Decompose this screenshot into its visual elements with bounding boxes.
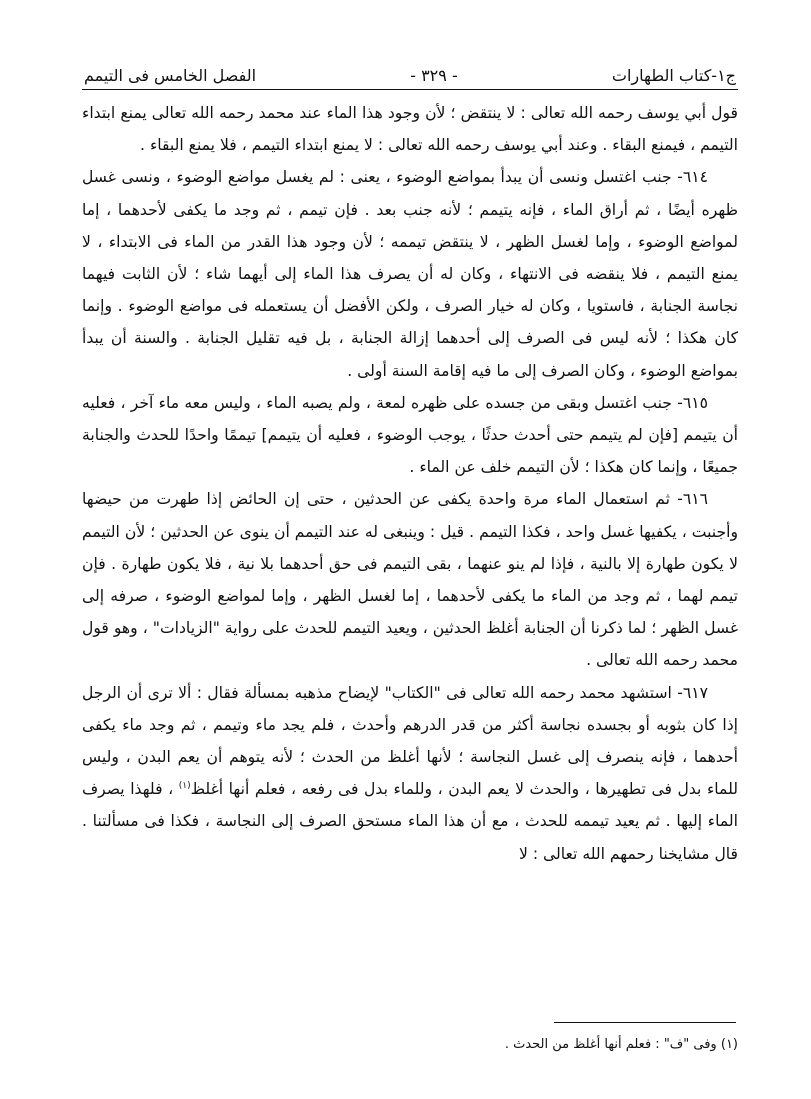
paragraph-615: ٦١٥- جنب اغتسل وبقى من جسده على ظهره لمعة ، ولم يصبه الماء ، وليس معه ماء آخر ، فعليه أن يتيمم [فإن لم يتيمم حتى أحدث حدثًا ، يوجب الوضوء ، فعليه أن يتيمم] تيممًا واحدًا للحدث والجنابة جميعًا ، وإنما كان هكذا ؛ لأن التيمم خلف عن الماء . [82,393,738,477]
running-header [82,58,738,90]
main-text [82,97,738,870]
book-page [82,58,738,870]
paragraph-617-text-a: ٦١٧- استشهد محمد رحمه الله تعالى فى "الكتاب" لإيضاح مذهبه بمسألة فقال : ألا ترى أن الرجل إذا كان بثوبه أو بجسده نجاسة أكثر من قدر الدرهم وأحدث ، فلم يجد ماء وتيمم ، ثم وجد ماء يكفى أحدهما ، فإنه ينصرف إلى غسل النجاسة ؛ لأنها أغلظ من الحدث ؛ لأنه يتوهم أن يعم البدن ، وليس للماء بدل فى تطهيرها ، والحدث لا يعم البدن ، وللماء بدل فى رفعه ، فعلم أنها أغلظ [82,683,738,799]
footnotes [82,1034,738,1056]
paragraph-617-text-b: ، فلهذا يصرف الماء إليها . ثم يعيد تيممه للحدث ، مع أن هذا الماء مستحق الصرف إلى النجاسة ، فكذا فى مسألتنا . قال مشايخنا رحمهم الله تعالى : لا [82,780,738,863]
paragraph-616: ٦١٦- ثم استعمال الماء مرة واحدة يكفى عن الحدثين ، حتى إن الحائض إذا طهرت من حيضها وأجنبت ، يكفيها غسل واحد ، فكذا التيمم . قيل : وينبغى له عند التيمم أن ينوى عن الحدثين ؛ لأن التيمم لا يكون طهارة إلا بالنية ، فإذا لم ينو عنهما ، بقى التيمم فى حق أحدهما بلا نية ، فلا يكون طهارة . فإن تيمم لهما ، ثم وجد من الماء ما يكفى لأحدهما ، إما لغسل الظهر ، وإما لمواضع الوضوء ، صرفه إلى غسل الظهر ؛ لما ذكرنا أن الجنابة أغلظ الحدثين ، ويعيد التيمم للحدث على رواية "الزيادات" ، وهو قول محمد رحمه الله تعالى . [82,490,738,670]
header-chapter-title: الفصل الخامس فى التيمم [84,66,257,85]
footnote-1 [82,1034,738,1056]
footnote-reference-1[interactable]: (١) [178,781,191,792]
footnote-separator [554,1022,736,1023]
paragraph-continuation: قول أبي يوسف رحمه الله تعالى : لا ينتقض ؛ لأن وجود هذا الماء عند محمد رحمه الله تعالى يمنع ابتداء التيمم ، فيمنع البقاء . وعند أبي يوسف رحمه الله تعالى : لا يمنع ابتداء التيمم ، فلا يمنع البقاء . [82,104,738,155]
footnote-1-text: وفى "ف" : فعلم أنها أغلظ من الحدث . [504,1037,717,1052]
page-number: - ٣٢٩ - [410,66,458,85]
footnote-1-marker: (١) [720,1037,738,1052]
header-volume-book: ج١-كتاب الطهارات [611,66,736,85]
paragraph-614: ٦١٤- جنب اغتسل ونسى أن يبدأ بمواضع الوضوء ، يعنى : لم يغسل مواضع الوضوء ، ونسى غسل ظهره أيضًا ، ثم أراق الماء ، فإنه يتيمم ؛ لأنه جنب بعد . فإن تيمم ، ثم وجد ما يكفى لأحدهما ، إما لمواضع الوضوء ، وإما لغسل الظهر ، لا ينتقض تيممه ؛ لأن وجود هذا القدر من الماء فى الابتداء ، لا يمنع التيمم ، فلا ينقضه فى الانتهاء ، وكان له أن يصرف هذا الماء إلى أيهما شاء ؛ لأن الثابت فيهما نجاسة الجنابة ، فاستويا ، وكان له خيار الصرف ، ولكن الأفضل أن يستعمله فى مواضع الوضوء . وإنما كان هكذا ؛ لأنه ليس فى الصرف إلى أحدهما إزالة الجنابة ، بل فيه تقليل الجنابة . والسنة أن يبدأ بمواضع الوضوء ، وكان الصرف إلى ما فيه إقامة السنة أولى . [82,168,738,380]
paragraph-617 [82,677,738,870]
